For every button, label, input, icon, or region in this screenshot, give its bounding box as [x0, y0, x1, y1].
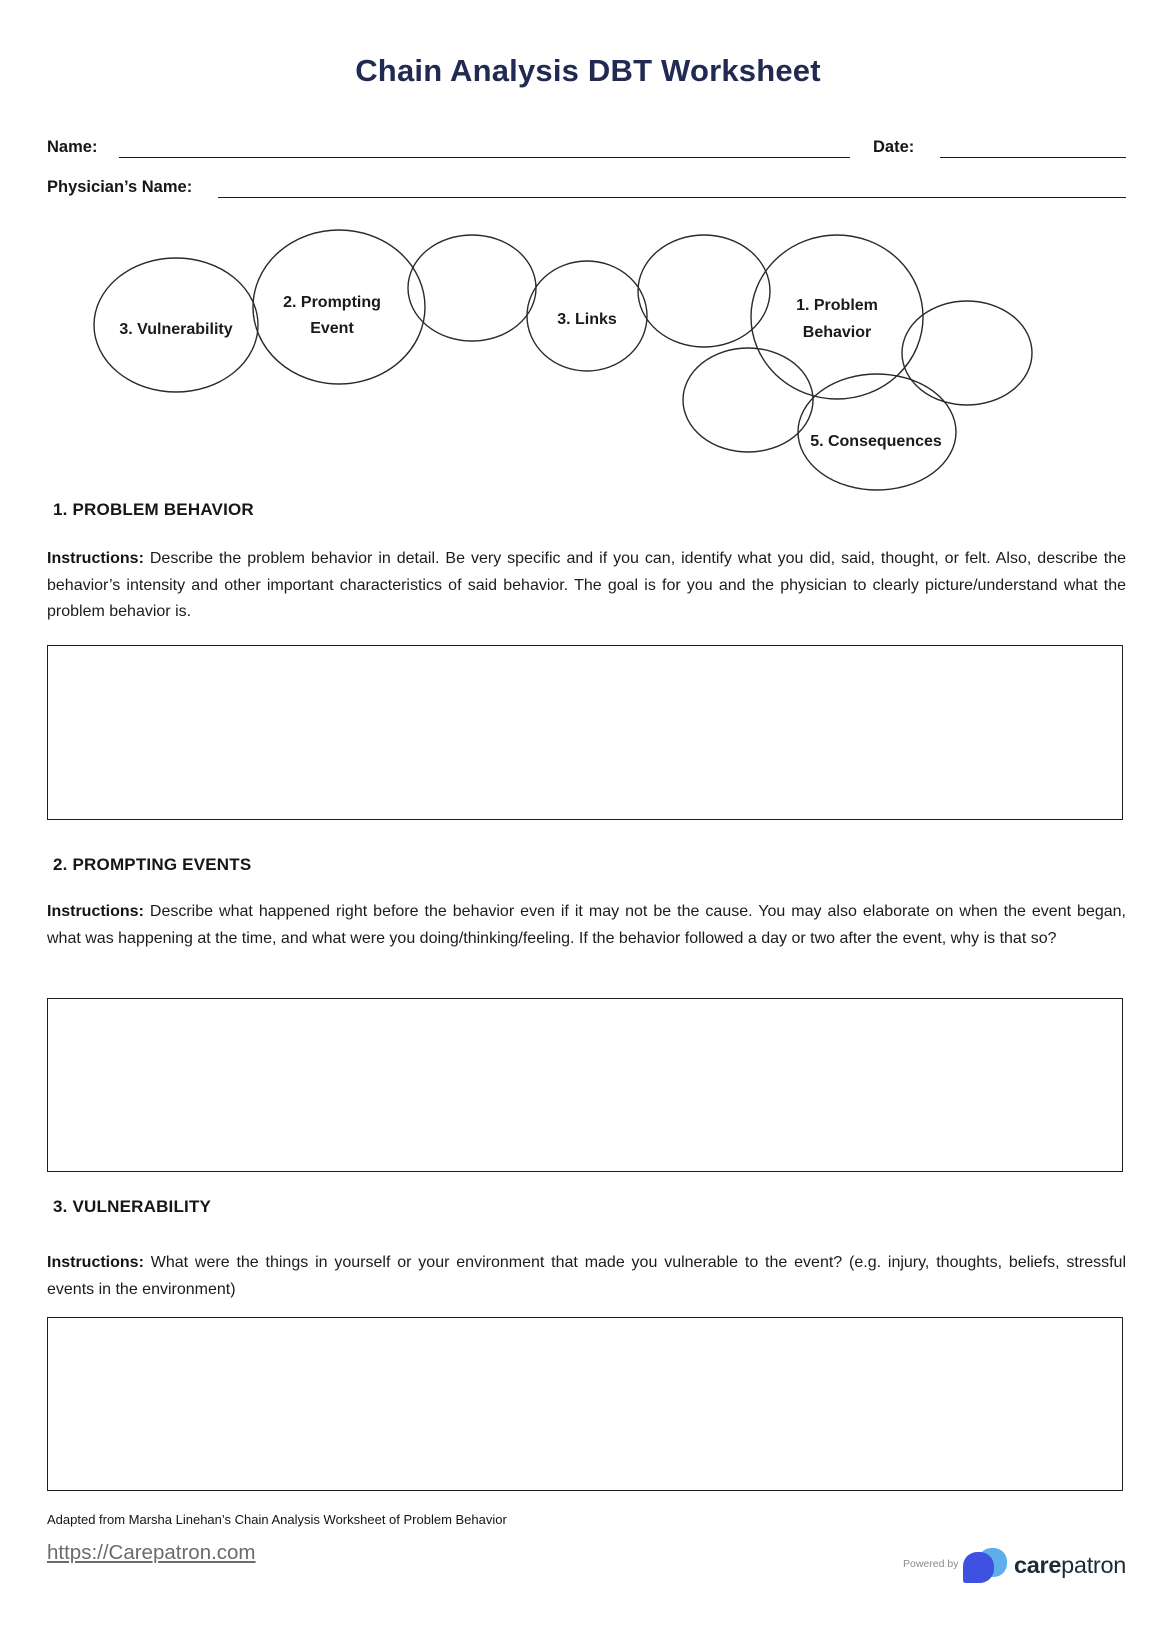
problem-behavior-label-line1: 1. Problem — [796, 297, 878, 315]
instructions-text: Describe the problem behavior in detail. Be very specific and if you can, identify what you did, said, thought, or felt. Also, describe the behavior’s intensity and other important characteristics of said behavior. The goal is for you and the physician to clearly picture/understand what the problem behavior is. — [47, 550, 1126, 620]
prompting-event-label-line1: 2. Prompting — [283, 294, 381, 312]
prompting-event-label-line2: Event — [310, 320, 354, 338]
brand-bold: care — [1014, 1552, 1062, 1578]
problem-behavior-circle — [751, 235, 923, 399]
physician-name-label: Physician’s Name: — [47, 178, 193, 196]
instructions-vulnerability — [47, 1250, 1126, 1303]
chain-link-circle — [408, 235, 536, 341]
prompting-events-answer-box[interactable] — [47, 998, 1123, 1172]
name-input-line[interactable] — [119, 157, 850, 158]
powered-by-block — [0, 1548, 1126, 1598]
instructions-label: Instructions: — [47, 550, 144, 567]
problem-behavior-answer-box[interactable] — [47, 645, 1123, 820]
page-title: Chain Analysis DBT Worksheet — [355, 53, 821, 88]
vulnerability-answer-box[interactable] — [47, 1317, 1123, 1491]
links-circle-label: 3. Links — [557, 311, 617, 329]
logo-bubble-dark-icon — [963, 1552, 994, 1583]
chain-link-circle — [683, 348, 813, 452]
powered-by-label: Powered by — [903, 1558, 959, 1570]
date-label: Date: — [873, 138, 915, 156]
instructions-problem-behavior — [47, 546, 1126, 626]
consequences-circle-label: 5. Consequences — [810, 433, 942, 451]
section-heading-vulnerability: 3. VULNERABILITY — [53, 1197, 212, 1216]
instructions-text: What were the things in yourself or your environment that made you vulnerable to the event? (e.g. injury, thoughts, beliefs, stressful events in the environment) — [47, 1254, 1126, 1298]
attribution-text: Adapted from Marsha Linehan’s Chain Analysis Worksheet of Problem Behavior — [47, 1512, 507, 1527]
chain-link-circle — [902, 301, 1032, 405]
brand-regular: patron — [1061, 1552, 1126, 1578]
chain-link-circle — [638, 235, 770, 347]
carepatron-logo-icon — [963, 1548, 1011, 1586]
instructions-text: Describe what happened right before the behavior even if it may not be the cause. You may also elaborate on when the event began, what was happening at the time, and what were you doing/thinking/feeling. If the behavior followed a day or two after the event, why is that so? — [47, 903, 1126, 947]
instructions-label: Instructions: — [47, 903, 144, 920]
consequences-circle — [798, 374, 956, 490]
section-heading-problem-behavior: 1. PROBLEM BEHAVIOR — [53, 500, 254, 519]
instructions-label: Instructions: — [47, 1254, 144, 1271]
section-heading-prompting-events: 2. PROMPTING EVENTS — [53, 855, 252, 874]
date-input-line[interactable] — [940, 157, 1126, 158]
vulnerability-circle-label: 3. Vulnerability — [119, 321, 233, 339]
carepatron-link[interactable]: https://Carepatron.com — [47, 1541, 256, 1564]
physician-name-input-line[interactable] — [218, 197, 1126, 198]
carepatron-wordmark — [1014, 1552, 1126, 1579]
chain-diagram — [0, 200, 1176, 500]
problem-behavior-label-line2: Behavior — [802, 324, 872, 342]
instructions-prompting-events — [47, 899, 1126, 952]
name-label: Name: — [47, 138, 98, 156]
